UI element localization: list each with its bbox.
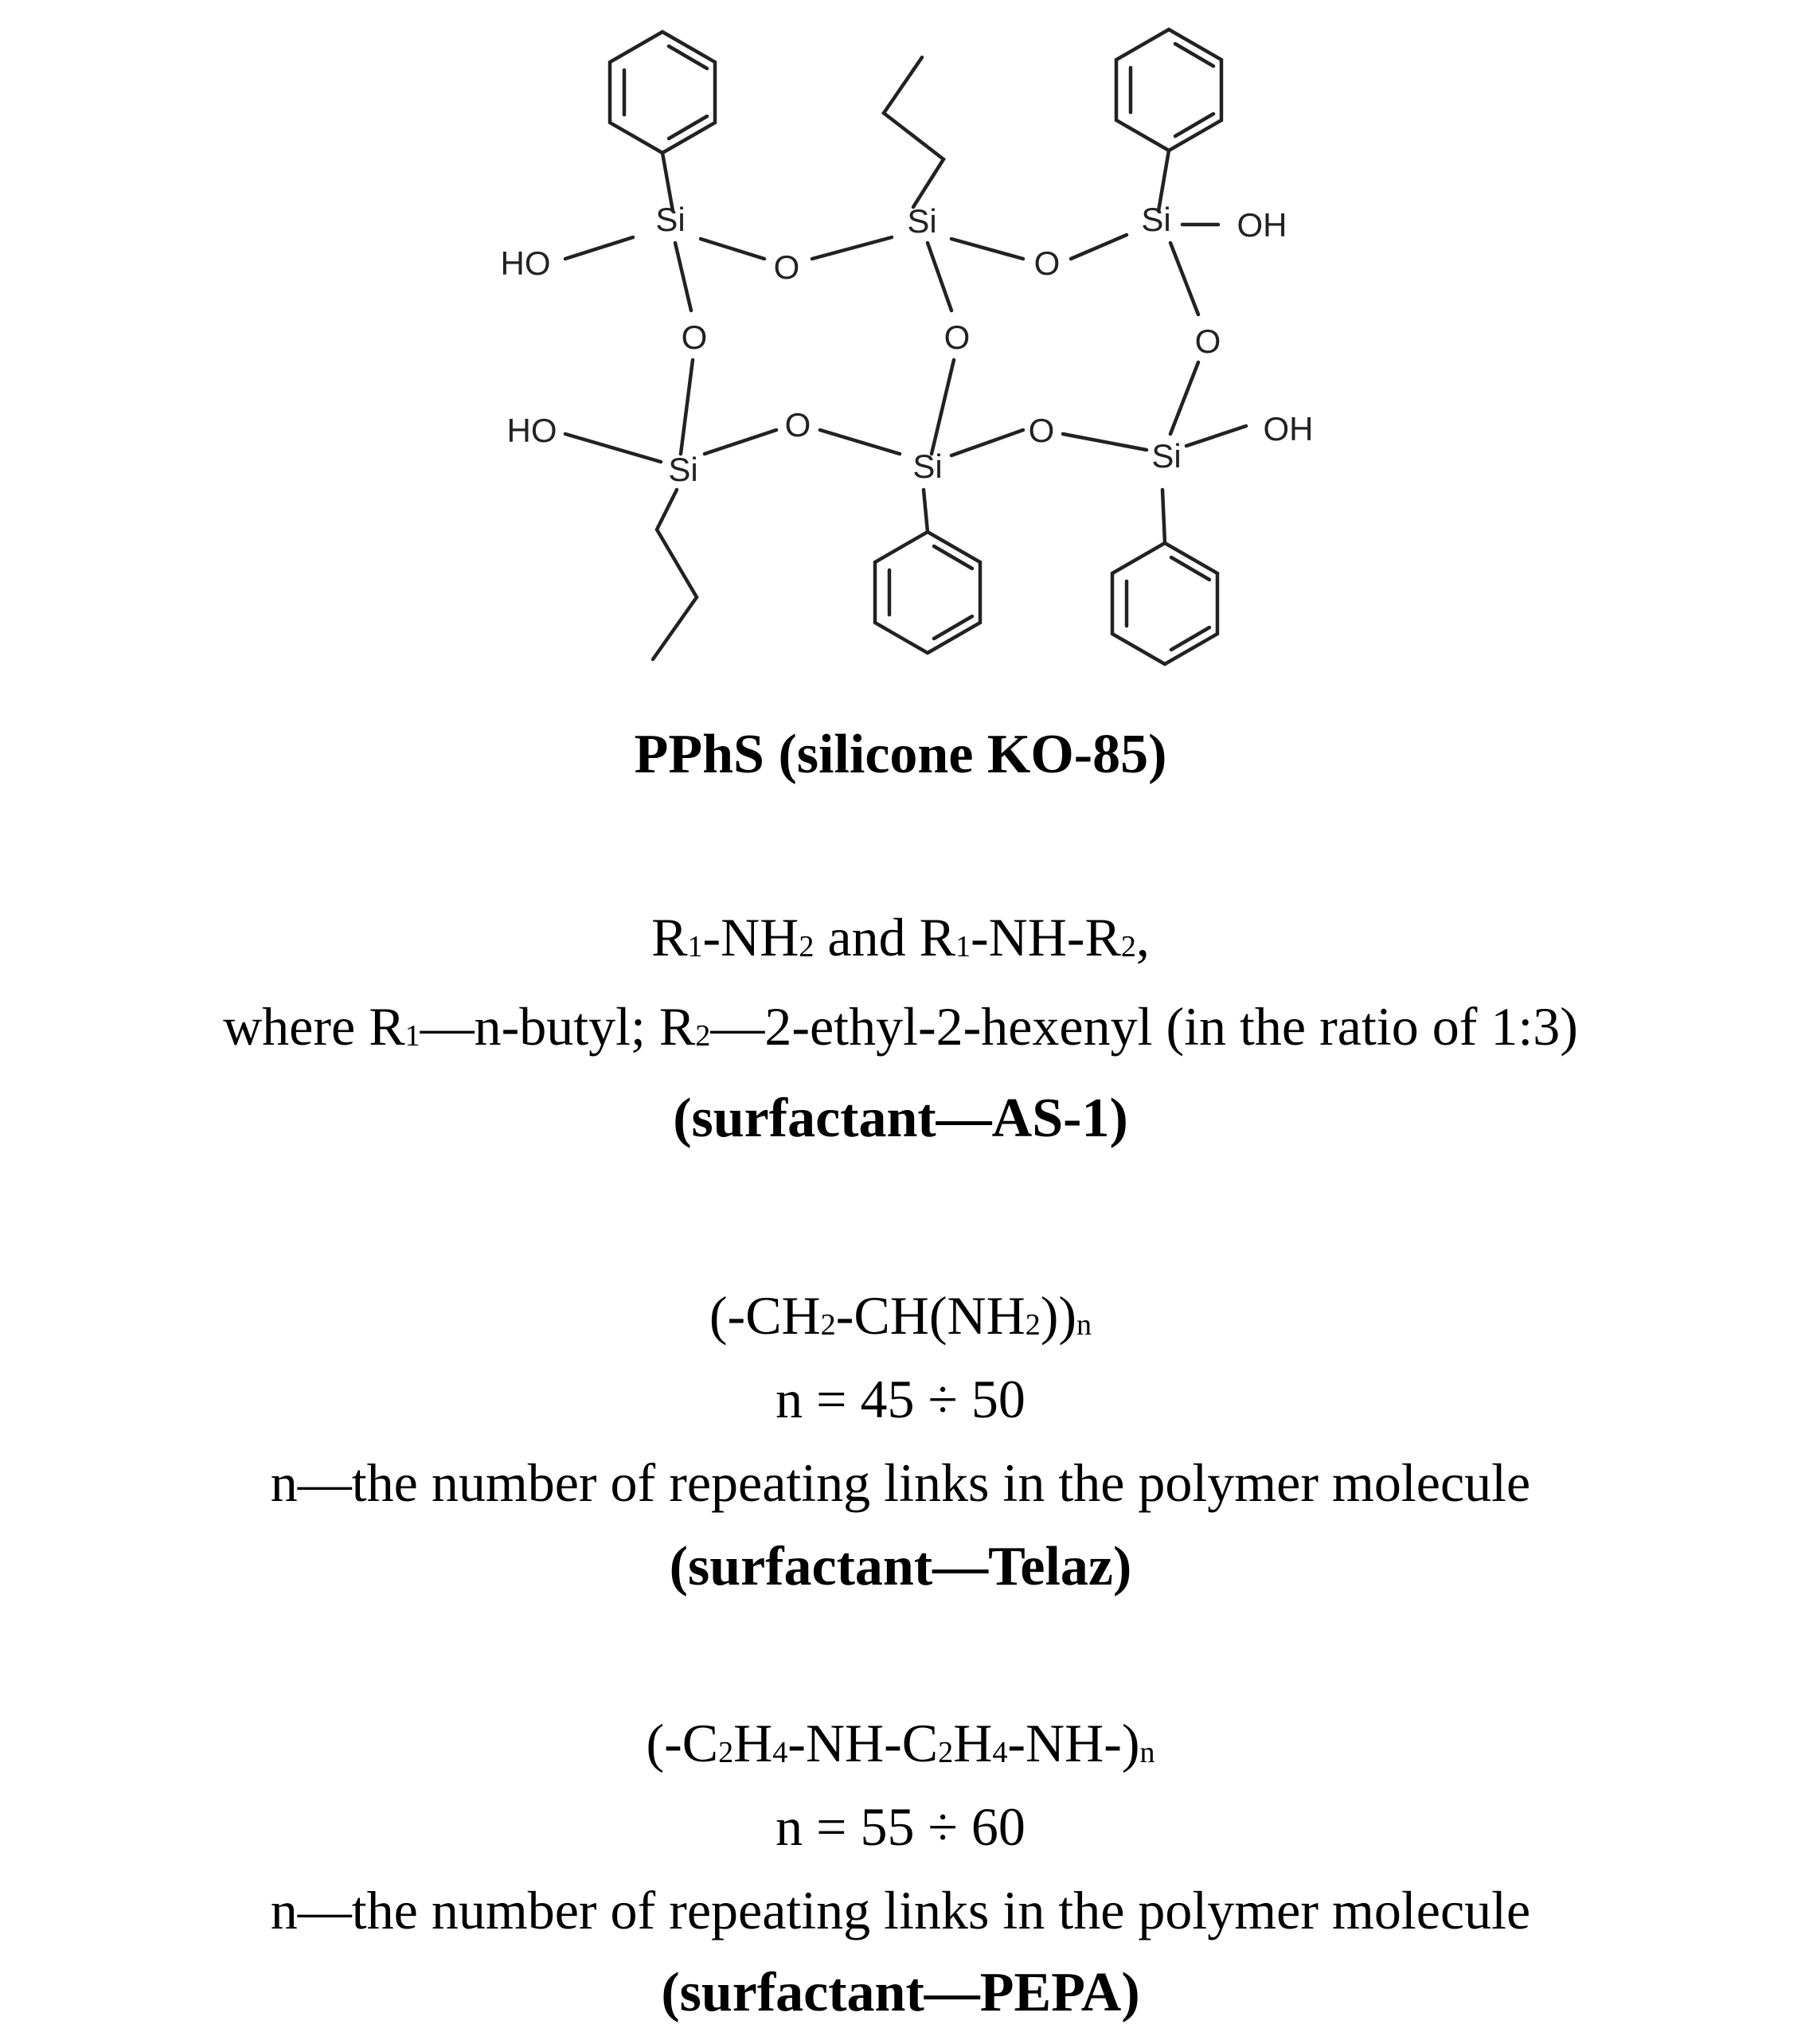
pepa-caption: (surfactant—PEPA) — [661, 1962, 1140, 2023]
hydroxyl-label: HO — [506, 412, 557, 449]
propyl-chain — [884, 57, 943, 207]
telaz-formula-line: (-CH2-CH(NH2))n — [709, 1285, 1092, 1346]
silicon-atom-label: Si — [668, 451, 698, 488]
pepa-n-range: n = 55 ÷ 60 — [775, 1796, 1026, 1857]
oxygen-atom-label: O — [773, 248, 800, 286]
silicon-atom-label: Si — [907, 202, 937, 240]
silicon-atom-label: Si — [655, 201, 686, 238]
pphs-structure-diagram — [0, 0, 1801, 717]
oxygen-atom-label: O — [943, 319, 971, 356]
propyl-chain — [653, 490, 697, 659]
as1-definition-line: where R1—n-butyl; R2—2-ethyl-2-hexenyl (in the ratio of 1:3) — [223, 996, 1578, 1057]
oxygen-atom-label: O — [1194, 322, 1221, 360]
silicon-atom-label: Si — [1151, 437, 1182, 475]
hydroxyl-label: OH — [1263, 410, 1314, 447]
telaz-caption: (surfactant—Telaz) — [669, 1536, 1132, 1597]
as1-formula-line: R1-NH2 and R1-NH-R2, — [651, 907, 1150, 967]
hydroxyl-label: OH — [1236, 206, 1287, 244]
hydroxyl-label: HO — [500, 244, 551, 282]
pepa-note: n—the number of repeating links in the polymer molecule — [270, 1880, 1531, 1940]
as1-caption: (surfactant—AS-1) — [673, 1088, 1128, 1149]
silicon-atom-label: Si — [912, 447, 943, 485]
telaz-n-range: n = 45 ÷ 50 — [775, 1369, 1026, 1429]
oxygen-atom-label: O — [1028, 412, 1055, 449]
silicon-atom-label: Si — [1141, 201, 1171, 238]
oxygen-atom-label: O — [1033, 244, 1061, 282]
oxygen-atom-label: O — [681, 319, 708, 356]
bond-lines — [565, 29, 1246, 664]
pphs-caption: PPhS (silicone KO-85) — [634, 724, 1167, 785]
pepa-formula-line: (-C2H4-NH-C2H4-NH-)n — [646, 1713, 1155, 1773]
telaz-note: n—the number of repeating links in the polymer molecule — [270, 1452, 1531, 1513]
oxygen-atom-label: O — [784, 406, 811, 444]
